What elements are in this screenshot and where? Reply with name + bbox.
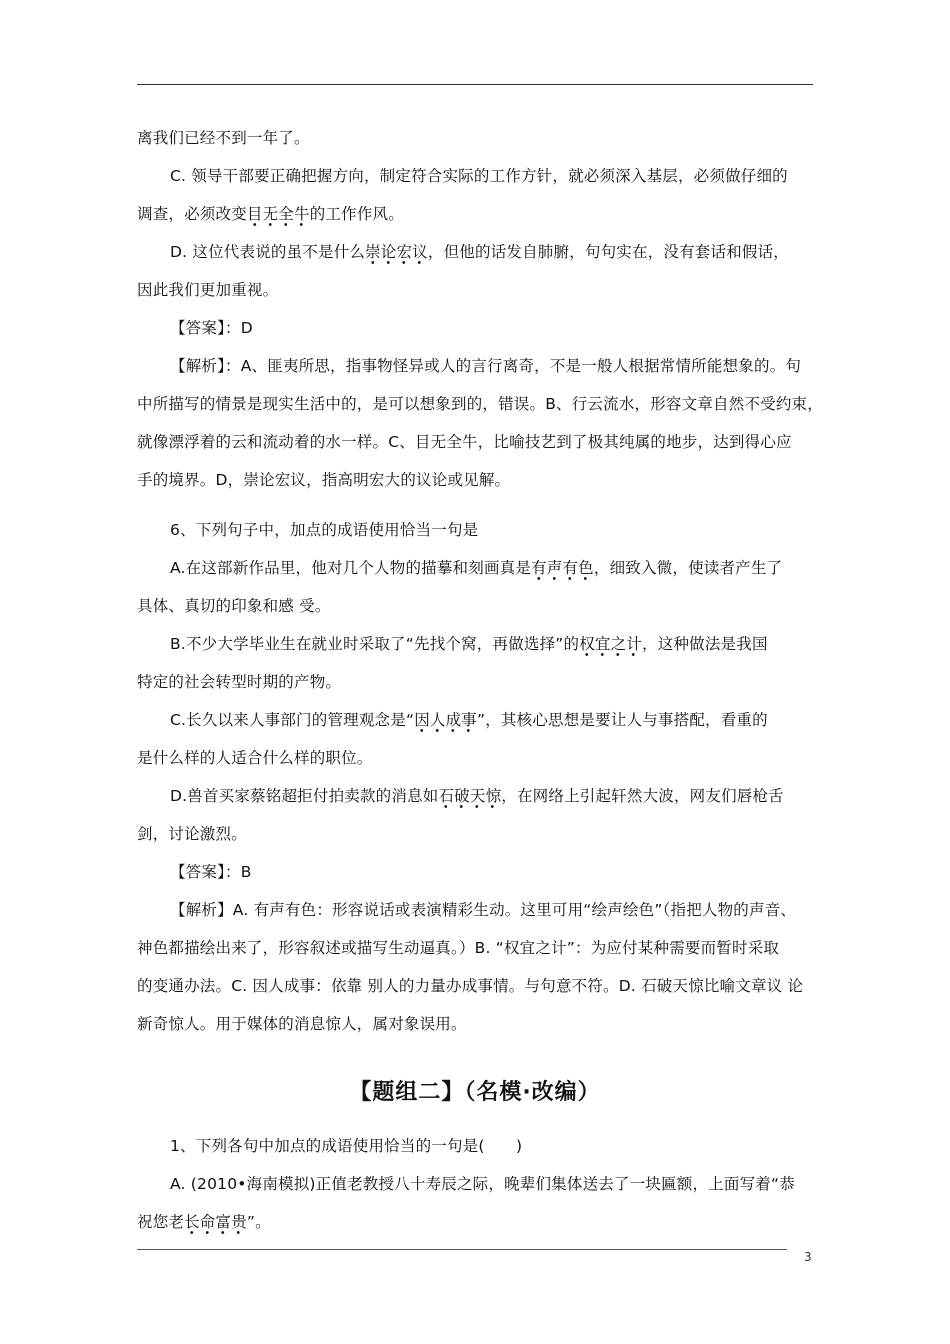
text-line: 具体、真切的印象和感 受。 (137, 597, 331, 615)
emphasized-idiom: 石破天惊 (438, 787, 501, 809)
emphasized-idiom: 目无全牛 (247, 205, 310, 227)
emphasized-idiom: 权宜之计 (579, 635, 642, 657)
text-line: 特定的社会转型时期的产物。 (137, 673, 342, 691)
option-a: A.在这部新作品里，他对几个人物的描摹和刻画真是有声有色，细致入微，使读者产生了 (137, 556, 813, 580)
text-line: 因此我们更加重视。 (137, 281, 279, 299)
emphasized-idiom: 有声有色 (531, 559, 594, 581)
question-6-title: 6、下列句子中，加点的成语使用恰当一句是 (170, 521, 479, 539)
analysis: 【解析】A. 有声有色：形容说话或表演精彩生动。这里可用“绘声绘色”（指把人物的声音、 (170, 901, 797, 919)
option-b: B.不少大学毕业生在就业时采取了“先找个窝，再做选择”的权宜之计，这种做法是我国 (137, 632, 813, 656)
text-line: 祝您老长命富贵”。 (137, 1210, 813, 1234)
option-d: D. 这位代表说的虽不是什么崇论宏议，但他的话发自肺腑，句句实在，没有套话和假话， (137, 240, 813, 264)
question-1-title: 1、下列各句中加点的成语使用恰当的一句是( ) (170, 1137, 523, 1155)
analysis-line: 中所描写的情景是现实生活中的，是可以想象到的，错误。B、行云流水，形容文章自然不受约束， (137, 395, 823, 413)
emphasized-idiom: 因人成事 (414, 711, 477, 733)
option-c: C. 领导干部要正确把握方向，制定符合实际的工作方针，就必须深入基层，必须做仔细的 (170, 167, 788, 185)
option-d: D.兽首买家蔡铭超拒付拍卖款的消息如石破天惊，在网络上引起轩然大波，网友们唇枪舌 (137, 784, 813, 808)
option-c: C.长久以来人事部门的管理观念是“因人成事”，其核心思想是要让人与事搭配，看重的 (137, 708, 813, 732)
footer-rule (137, 1249, 787, 1250)
analysis: 【解析】：A、匪夷所思，指事物怪异或人的言行离奇，不是一般人根据常情所能想象的。句 (170, 357, 802, 375)
answer: 【答案】：D (170, 319, 253, 337)
answer: 【答案】：B (170, 863, 252, 881)
section-heading: 【题组二】（名模·改编） (349, 1080, 601, 1105)
analysis-line: 的变通办法。C. 因人成事：依靠 别人的力量办成事情。与句意不符。D. 石破天惊比喻文章议 论 (137, 977, 804, 995)
text-line: 调查，必须改变目无全牛的工作作风。 (137, 202, 813, 226)
emphasized-idiom: 长命富贵 (184, 1213, 247, 1235)
page-number: 3 (804, 1250, 812, 1264)
header-rule (137, 84, 813, 85)
emphasized-idiom: 崇论宏议 (365, 243, 428, 265)
analysis-line: 新奇惊人。用于媒体的消息惊人，属对象误用。 (137, 1015, 467, 1033)
analysis-line: 神色都描绘出来了，形容叙述或描写生动逼真。）B. “权宜之计”：为应付某种需要而暂时采取 (137, 939, 780, 957)
text-line: 离我们已经不到一年了。 (137, 129, 310, 147)
document-body (137, 126, 823, 1248)
text-line: 剑，讨论激烈。 (137, 825, 247, 843)
analysis-line: 就像漂浮着的云和流动着的水一样。C、目无全牛，比喻技艺到了极其纯属的地步，达到得心应 (137, 433, 792, 451)
analysis-line: 手的境界。D，崇论宏议，指高明宏大的议论或见解。 (137, 471, 511, 489)
text-line: 是什么样的人适合什么样的职位。 (137, 749, 373, 767)
option-a: A. (2010•海南模拟)正值老教授八十寿辰之际，晚辈们集体送去了一块匾额，上面写着“恭 (170, 1175, 795, 1193)
